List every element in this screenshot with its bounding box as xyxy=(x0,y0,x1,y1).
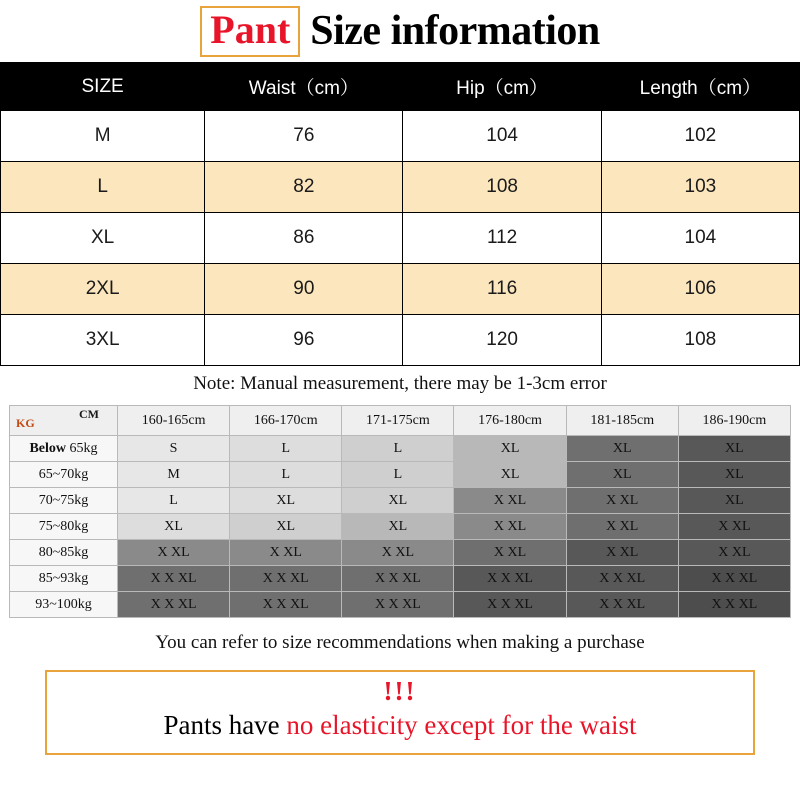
size-cell: M xyxy=(1,111,205,162)
rec-cell: X X XL xyxy=(454,566,566,592)
waist-cell: 76 xyxy=(205,111,403,162)
rec-cell: L xyxy=(230,462,342,488)
rec-cell: X XL xyxy=(678,514,790,540)
weight-row-label-rest: 65kg xyxy=(66,440,98,456)
rec-cell: XL xyxy=(678,462,790,488)
rec-cell: X XL xyxy=(566,540,678,566)
table-row xyxy=(10,566,791,592)
rec-table-header-cell: 181-185cm xyxy=(566,406,678,436)
length-cell: 102 xyxy=(601,111,799,162)
table-row xyxy=(1,111,800,162)
size-cell: 3XL xyxy=(1,315,205,366)
rec-cell: X X XL xyxy=(566,592,678,618)
rec-cell: XL xyxy=(566,436,678,462)
table-row xyxy=(1,162,800,213)
warning-text-prefix: Pants have xyxy=(163,709,287,740)
rec-cell: X X XL xyxy=(230,592,342,618)
waist-cell: 96 xyxy=(205,315,403,366)
rec-cell: XL xyxy=(230,488,342,514)
page-title xyxy=(0,0,800,62)
rec-cell: X X XL xyxy=(678,566,790,592)
title-main: Size information xyxy=(310,8,600,54)
warning-box xyxy=(45,670,755,755)
rec-cell: X XL xyxy=(454,540,566,566)
warning-text xyxy=(47,709,753,741)
rec-cell: X X XL xyxy=(566,566,678,592)
weight-row-label: 70~75kg xyxy=(10,488,118,514)
hip-cell: 116 xyxy=(403,264,601,315)
waist-cell: 86 xyxy=(205,213,403,264)
rec-table-header-row xyxy=(10,406,791,436)
length-cell: 108 xyxy=(601,315,799,366)
table-row xyxy=(10,514,791,540)
hip-cell: 120 xyxy=(403,315,601,366)
table-row xyxy=(10,488,791,514)
weight-row-label-bold: Below xyxy=(29,440,67,456)
table-row xyxy=(1,213,800,264)
rec-cell: XL xyxy=(678,488,790,514)
rec-cell: XL xyxy=(342,488,454,514)
waist-cell: 90 xyxy=(205,264,403,315)
rec-cell: X X XL xyxy=(342,592,454,618)
rec-cell: XL xyxy=(230,514,342,540)
rec-cell: XL xyxy=(566,462,678,488)
table-row xyxy=(10,462,791,488)
rec-table-header-cell: 166-170cm xyxy=(230,406,342,436)
size-table-header-row xyxy=(1,63,800,111)
rec-cell: X XL xyxy=(118,540,230,566)
table-row xyxy=(10,436,791,462)
warning-exclamation: !!! xyxy=(383,676,417,706)
rec-cell: X X XL xyxy=(230,566,342,592)
rec-cell: X XL xyxy=(454,514,566,540)
rec-cell: X X XL xyxy=(118,592,230,618)
size-table-header-cell: Waist（cm） xyxy=(205,63,403,111)
size-table xyxy=(0,62,800,366)
rec-cell: X XL xyxy=(678,540,790,566)
weight-row-label: 75~80kg xyxy=(10,514,118,540)
waist-cell: 82 xyxy=(205,162,403,213)
refer-note: You can refer to size recommendations when making a purchase xyxy=(155,632,645,653)
rec-cell: X X XL xyxy=(678,592,790,618)
hip-cell: 112 xyxy=(403,213,601,264)
weight-row-label: 80~85kg xyxy=(10,540,118,566)
title-badge: Pant xyxy=(200,6,300,57)
size-cell: 2XL xyxy=(1,264,205,315)
rec-cell: X XL xyxy=(566,488,678,514)
rec-table-header-cell: 186-190cm xyxy=(678,406,790,436)
size-table-header-cell: Length（cm） xyxy=(601,63,799,111)
length-cell: 106 xyxy=(601,264,799,315)
rec-cell: L xyxy=(342,462,454,488)
corner-cm-label: CM xyxy=(79,407,99,421)
corner-kg-label: KG xyxy=(16,416,35,430)
rec-cell: X XL xyxy=(230,540,342,566)
rec-cell: X X XL xyxy=(454,592,566,618)
rec-cell: L xyxy=(118,488,230,514)
size-table-header-cell: Hip（cm） xyxy=(403,63,601,111)
hip-cell: 104 xyxy=(403,111,601,162)
rec-table-header-cell: 171-175cm xyxy=(342,406,454,436)
length-cell: 104 xyxy=(601,213,799,264)
rec-cell: XL xyxy=(342,514,454,540)
hip-cell: 108 xyxy=(403,162,601,213)
table-row xyxy=(1,315,800,366)
table-row xyxy=(10,592,791,618)
weight-row-label: 65~70kg xyxy=(10,462,118,488)
measurement-note: Note: Manual measurement, there may be 1-3cm error xyxy=(193,373,607,394)
rec-cell: X XL xyxy=(454,488,566,514)
length-cell: 103 xyxy=(601,162,799,213)
rec-cell: X X XL xyxy=(342,566,454,592)
rec-cell: S xyxy=(118,436,230,462)
size-recommendation-table xyxy=(9,405,791,618)
rec-cell: XL xyxy=(454,462,566,488)
rec-cell: XL xyxy=(678,436,790,462)
rec-cell: L xyxy=(230,436,342,462)
warning-text-highlight: no elasticity except for the waist xyxy=(286,709,637,740)
rec-cell: L xyxy=(342,436,454,462)
rec-cell: X X XL xyxy=(118,566,230,592)
table-row xyxy=(1,264,800,315)
size-table-header-cell: SIZE xyxy=(1,63,205,111)
rec-cell: X XL xyxy=(566,514,678,540)
rec-cell: XL xyxy=(118,514,230,540)
table-row xyxy=(10,540,791,566)
rec-cell: XL xyxy=(454,436,566,462)
weight-row-label xyxy=(10,436,118,462)
weight-row-label: 93~100kg xyxy=(10,592,118,618)
rec-table-corner-cell xyxy=(10,406,118,436)
size-cell: XL xyxy=(1,213,205,264)
rec-cell: M xyxy=(118,462,230,488)
rec-table-header-cell: 176-180cm xyxy=(454,406,566,436)
size-cell: L xyxy=(1,162,205,213)
weight-row-label: 85~93kg xyxy=(10,566,118,592)
rec-table-header-cell: 160-165cm xyxy=(118,406,230,436)
rec-cell: X XL xyxy=(342,540,454,566)
